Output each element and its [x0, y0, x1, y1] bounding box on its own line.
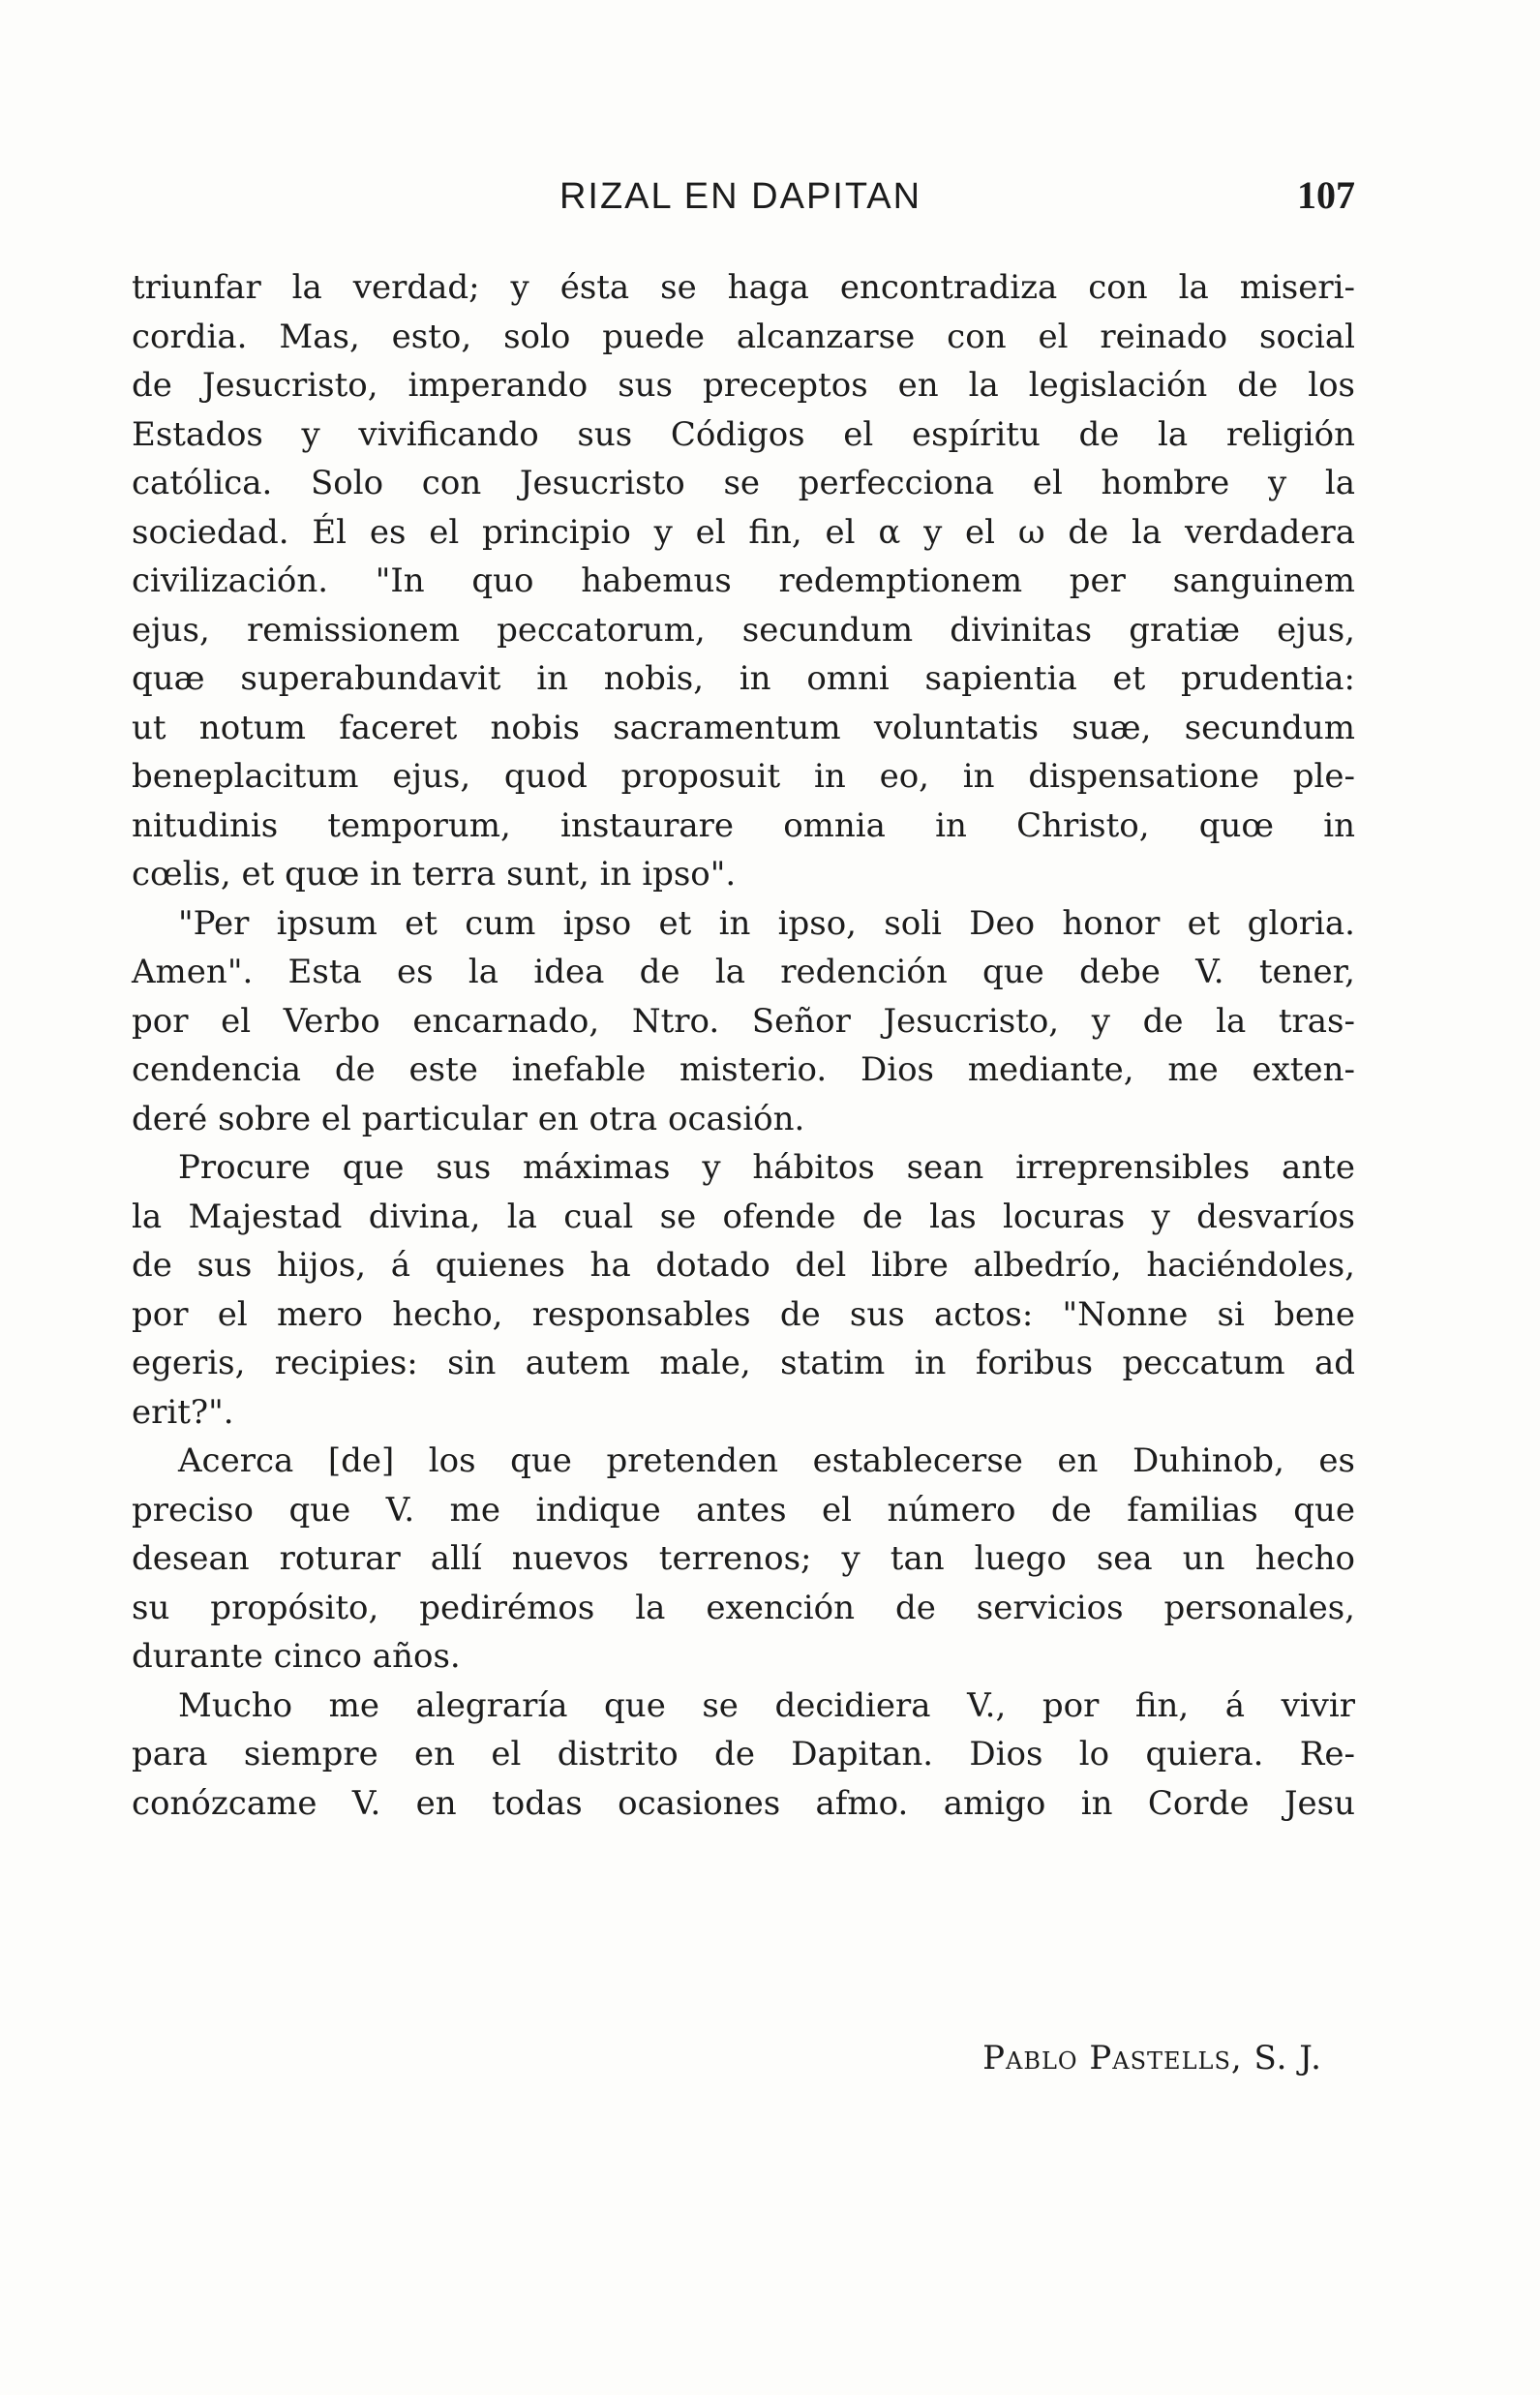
- text-line: civilización. "In quo habemus redemptionem per sanguinem: [132, 561, 1355, 600]
- text-line: quæ superabundavit in nobis, in omni sapientia et prudentia:: [132, 659, 1355, 698]
- text-line: la Majestad divina, la cual se ofende de las locuras y desvaríos: [132, 1197, 1355, 1236]
- paragraph-start-line: Acerca [de] los que pretenden establecerse en Duhinob, es: [178, 1441, 1355, 1480]
- text-line: Amen". Esta es la idea de la redención que debe V. tener,: [132, 953, 1355, 991]
- paragraph-start-line: Mucho me alegraría que se decidiera V., por fin, á vivir: [178, 1685, 1355, 1725]
- text-line: beneplacitum ejus, quod proposuit in eo, in dispensatione ple-: [132, 757, 1355, 796]
- text-line: Estados y vivificando sus Códigos el espíritu de la religión: [132, 414, 1355, 454]
- text-line: cœlis, et quœ in terra sunt, in ipso".: [132, 855, 737, 894]
- signature: Pablo Pastells, S. J.: [982, 2039, 1322, 2077]
- text-line: por el mero hecho, responsables de sus actos: "Nonne si bene: [132, 1294, 1355, 1334]
- text-line: católica. Solo con Jesucristo se perfecciona el hombre y la: [132, 464, 1355, 502]
- text-line: deré sobre el particular en otra ocasión.: [132, 1099, 805, 1138]
- text-line: conózcame V. en todas ocasiones afmo. amigo in Corde Jesu: [132, 1783, 1355, 1823]
- text-line: preciso que V. me indique antes el número de familias que: [132, 1490, 1355, 1530]
- body-text: [132, 263, 1355, 1828]
- text-line: ejus, remissionem peccatorum, secundum divinitas gratiæ ejus,: [132, 610, 1355, 650]
- text-line: para siempre en el distrito de Dapitan. Dios lo quiera. Re-: [132, 1735, 1355, 1774]
- text-line: de Jesucristo, imperando sus preceptos en la legislación de los: [132, 366, 1355, 405]
- page-header: [126, 173, 1355, 244]
- text-line: desean roturar allí nuevos terrenos; y tan luego sea un hecho: [132, 1539, 1355, 1578]
- text-line: egeris, recipies: sin autem male, statim in foribus peccatum ad: [132, 1344, 1355, 1382]
- running-title: RIZAL EN DAPITAN: [559, 176, 922, 217]
- text-line: ut notum faceret nobis sacramentum voluntatis suæ, secundum: [132, 708, 1355, 747]
- text-line: por el Verbo encarnado, Ntro. Señor Jesucristo, y de la tras-: [132, 1001, 1355, 1041]
- paragraph-start-line: Procure que sus máximas y hábitos sean irreprensibles ante: [178, 1148, 1355, 1187]
- text-line: durante cinco años.: [132, 1637, 461, 1676]
- page-number: 107: [1297, 173, 1355, 217]
- text-line: cendencia de este inefable misterio. Dios mediante, me exten-: [132, 1050, 1355, 1089]
- text-line: sociedad. Él es el principio y el fin, el α y el ω de la verdadera: [132, 512, 1355, 552]
- text-line: triunfar la verdad; y ésta se haga encontradiza con la miseri-: [132, 268, 1355, 307]
- text-line: de sus hijos, á quienes ha dotado del libre albedrío, haciéndoles,: [132, 1246, 1355, 1285]
- text-line: nitudinis temporum, instaurare omnia in Christo, quœ in: [132, 805, 1355, 845]
- text-line: cordia. Mas, esto, solo puede alcanzarse con el reinado social: [132, 317, 1355, 356]
- text-line: erit?".: [132, 1392, 234, 1432]
- text-line: su propósito, pedirémos la exención de servicios personales,: [132, 1588, 1355, 1627]
- paragraph-start-line: "Per ipsum et cum ipso et in ipso, soli Deo honor et gloria.: [178, 903, 1355, 943]
